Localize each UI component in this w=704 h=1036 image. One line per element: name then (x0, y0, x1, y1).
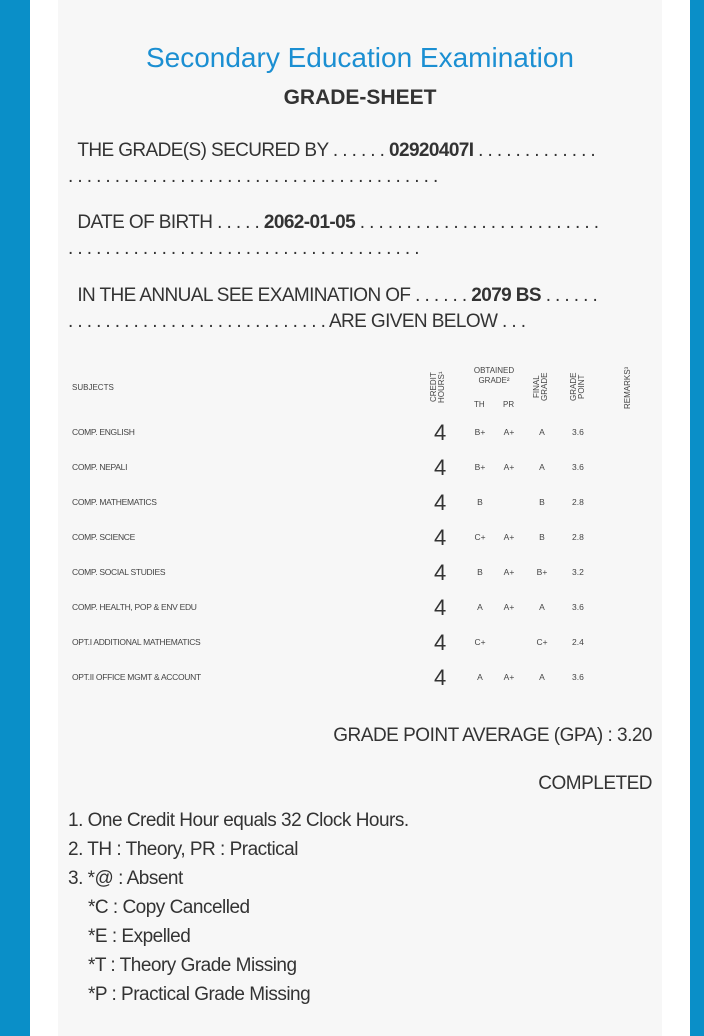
theory-grade: A (477, 672, 483, 682)
header-credit-hours: CREDIT HOURS¹ (429, 371, 446, 403)
table-row (72, 595, 632, 620)
final-grade: B (539, 532, 545, 542)
header-grade-point: GRADE POINT (569, 372, 586, 402)
theory-grade: B (477, 567, 483, 577)
note-copy-cancelled: *C : Copy Cancelled (88, 897, 250, 918)
table-row (72, 525, 632, 550)
credit-hours: 4 (434, 560, 447, 585)
header-subjects: SUBJECTS (72, 383, 114, 392)
theory-grade: B+ (474, 427, 486, 437)
credit-hours: 4 (434, 420, 447, 445)
header-final-grade: FINAL GRADE (532, 372, 549, 402)
practical-grade: A+ (503, 532, 515, 542)
right-border (690, 0, 704, 1036)
final-grade: B+ (536, 567, 548, 577)
grade-point: 2.8 (572, 497, 584, 507)
credit-hours: 4 (434, 455, 447, 480)
grade-point: 3.2 (572, 567, 584, 577)
table-row (72, 560, 632, 585)
credit-hours: 4 (434, 665, 447, 690)
table-row (72, 630, 632, 655)
exam-line: IN THE ANNUAL SEE EXAMINATION OF . . . . . . 2079 BS . . . . . . . . . . . . . . . . . . . . . . . . . . . . . . . . . . ARE GIVEN BELOW . . . (68, 285, 598, 332)
header-pr: PR (503, 400, 515, 409)
subject-name: COMP. NEPALI (72, 462, 128, 472)
final-grade: B (539, 497, 545, 507)
left-border (0, 0, 30, 1036)
theory-grade: C+ (474, 532, 486, 542)
theory-grade: A (477, 602, 483, 612)
note-3: 3. *@ : Absent (68, 868, 183, 889)
practical-grade: A+ (503, 672, 515, 682)
note-2: 2. TH : Theory, PR : Practical (68, 839, 298, 860)
exam-label: IN THE ANNUAL SEE EXAMINATION OF (77, 285, 411, 306)
theory-grade: B (477, 497, 483, 507)
grade-point: 3.6 (572, 427, 584, 437)
grade-point: 3.6 (572, 602, 584, 612)
practical-grade: A+ (503, 567, 515, 577)
final-grade: A (539, 602, 545, 612)
final-grade: A (539, 427, 545, 437)
grade-point: 3.6 (572, 672, 584, 682)
grade-point: 3.6 (572, 462, 584, 472)
final-grade: A (539, 462, 545, 472)
dob-value: 2062-01-05 (263, 212, 356, 233)
subject-name: COMP. MATHEMATICS (72, 497, 157, 507)
secured-by-line: THE GRADE(S) SECURED BY . . . . . . 02920407I . . . . . . . . . . . . . . . . . . . . . . . . . . . . . . . . . . . . . . . . . . . . . . . . . . . . . (68, 140, 596, 187)
table-row (72, 455, 632, 480)
dob-line: DATE OF BIRTH . . . . . 2062-01-05 . . . . . . . . . . . . . . . . . . . . . . . . . . . . . . . . . . . . . . . . . . . . . . . . . . . . . . . . . . . . . . . . (68, 212, 599, 259)
credit-hours: 4 (434, 525, 447, 550)
grade-point: 2.4 (572, 637, 584, 647)
header-remarks: REMARKS³ (623, 366, 632, 410)
dob-label: DATE OF BIRTH (77, 212, 213, 233)
header-obtained-grade: OBTAINED GRADE² (473, 366, 515, 385)
grade-point: 2.8 (572, 532, 584, 542)
practical-grade: A+ (503, 462, 515, 472)
note-expelled: *E : Expelled (88, 926, 191, 947)
gpa: GRADE POINT AVERAGE (GPA) : 3.20 (333, 725, 652, 746)
note-theory-missing: *T : Theory Grade Missing (88, 955, 297, 976)
theory-grade: C+ (474, 637, 486, 647)
table-row (72, 665, 632, 690)
final-grade: A (539, 672, 545, 682)
exam-title: Secondary Education Examination (145, 42, 575, 73)
header-th: TH (474, 400, 485, 409)
subject-name: OPT.I ADDITIONAL MATHEMATICS (72, 637, 201, 647)
subject-name: COMP. SOCIAL STUDIES (72, 567, 166, 577)
credit-hours: 4 (434, 490, 447, 515)
theory-grade: B+ (474, 462, 486, 472)
exam-year: 2079 BS (471, 285, 542, 306)
symbol-number: 02920407I (389, 140, 474, 161)
subject-name: COMP. ENGLISH (72, 427, 135, 437)
grade-sheet-heading: GRADE-SHEET (283, 86, 437, 109)
final-grade: C+ (536, 637, 548, 647)
given-below: ARE GIVEN BELOW (328, 311, 498, 332)
credit-hours: 4 (434, 595, 447, 620)
note-practical-missing: *P : Practical Grade Missing (88, 984, 311, 1005)
subject-name: COMP. HEALTH, POP & ENV EDU (72, 602, 197, 612)
note-1: 1. One Credit Hour equals 32 Clock Hours. (68, 810, 409, 831)
subject-name: COMP. SCIENCE (72, 532, 136, 542)
table-row (72, 420, 632, 445)
subject-name: OPT.II OFFICE MGMT & ACCOUNT (72, 672, 201, 682)
credit-hours: 4 (434, 630, 447, 655)
practical-grade: A+ (503, 602, 515, 612)
table-row (72, 490, 632, 515)
status: COMPLETED (538, 773, 652, 794)
practical-grade: A+ (503, 427, 515, 437)
secured-label: THE GRADE(S) SECURED BY (77, 140, 329, 161)
